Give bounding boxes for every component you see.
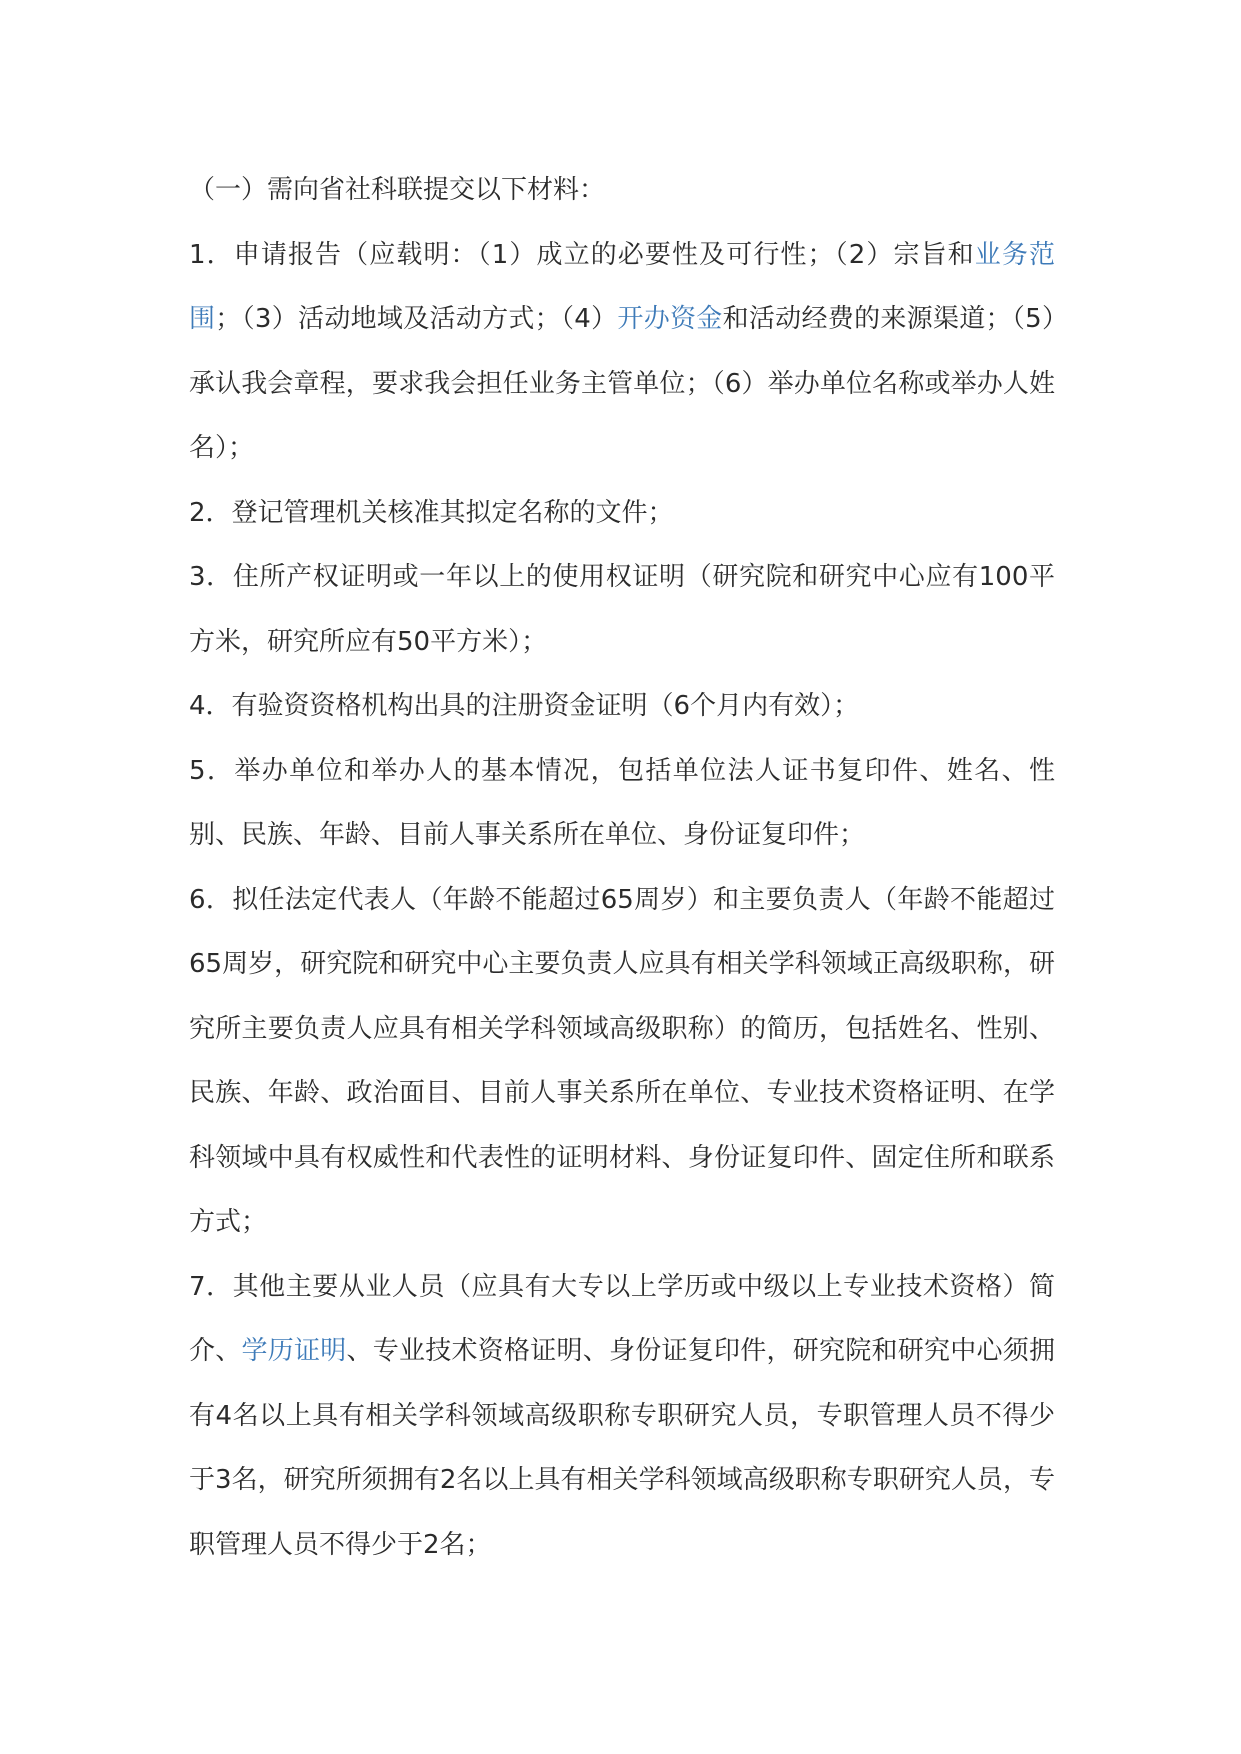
list-item-7-text-b: 、专业技术资格证明、身份证复印件，研究院和研究中心须拥有4名以上具有相关学科领域高级职称专职研究人员，专职管理人员不得少于3名，研究所须拥有2名以上具有相关学科领域高级职称专职研究人员，专职管理人员不得少于2名； [189,1336,1055,1560]
list-item-2-text: 2．登记管理机关核准其拟定名称的文件； [189,497,674,528]
list-item-7-text-a: 7．其他主要从业人员（应具有大专以上学历或中级以上专业技术资格）简介、 [189,1271,1055,1366]
link-startup-funds[interactable]: 开办资金 [617,304,723,334]
list-item-5 [189,739,1055,868]
section-heading-text: （一）需向省社科联提交以下材料： [189,175,606,205]
list-item-4-text: 4．有验资资格机构出具的注册资金证明（6个月内有效）； [189,691,860,721]
list-item-6-text: 6．拟任法定代表人（年龄不能超过65周岁）和主要负责人（年龄不能超过65周岁，研究院和研究中心主要负责人应具有相关学科领域正高级职称，研究所主要负责人应具有相关学科领域高级职称）的简历，包括姓名、性别、民族、年龄、政治面目、目前人事关系所在单位、专业技术资格证明、在学科领域中具有权威性和代表性的证明材料、身份证复印件、固定住所和联系方式； [189,884,1055,1237]
list-item-1-text-a: 1．申请报告（应载明：（1）成立的必要性及可行性；（2）宗旨和 [189,239,975,270]
list-item-1-text-c: 和活动经费的来源渠道；（5）承认我会章程，要求我会担任业务主管单位；（6）举办单位名称或举办人姓名）； [189,304,1055,463]
list-item-1-text-b: ；（3）活动地域及活动方式；（4） [215,304,618,334]
list-item-1 [189,223,1055,481]
link-business-scope[interactable]: 业务范围 [189,239,1055,334]
document-body [189,158,1055,1577]
list-item-7 [189,1255,1055,1578]
list-item-5-text: 5．举办单位和举办人的基本情况，包括单位法人证书复印件、姓名、性别、民族、年龄、目前人事关系所在单位、身份证复印件； [189,755,1055,850]
list-item-4 [189,674,1055,739]
section-heading [189,158,1055,223]
list-item-6 [189,868,1055,1255]
link-education-certificate[interactable]: 学历证明 [241,1336,347,1366]
list-item-2 [189,481,1055,546]
list-item-3 [189,545,1055,674]
list-item-3-text: 3．住所产权证明或一年以上的使用权证明（研究院和研究中心应有100平方米，研究所应有50平方米）； [189,562,1055,657]
